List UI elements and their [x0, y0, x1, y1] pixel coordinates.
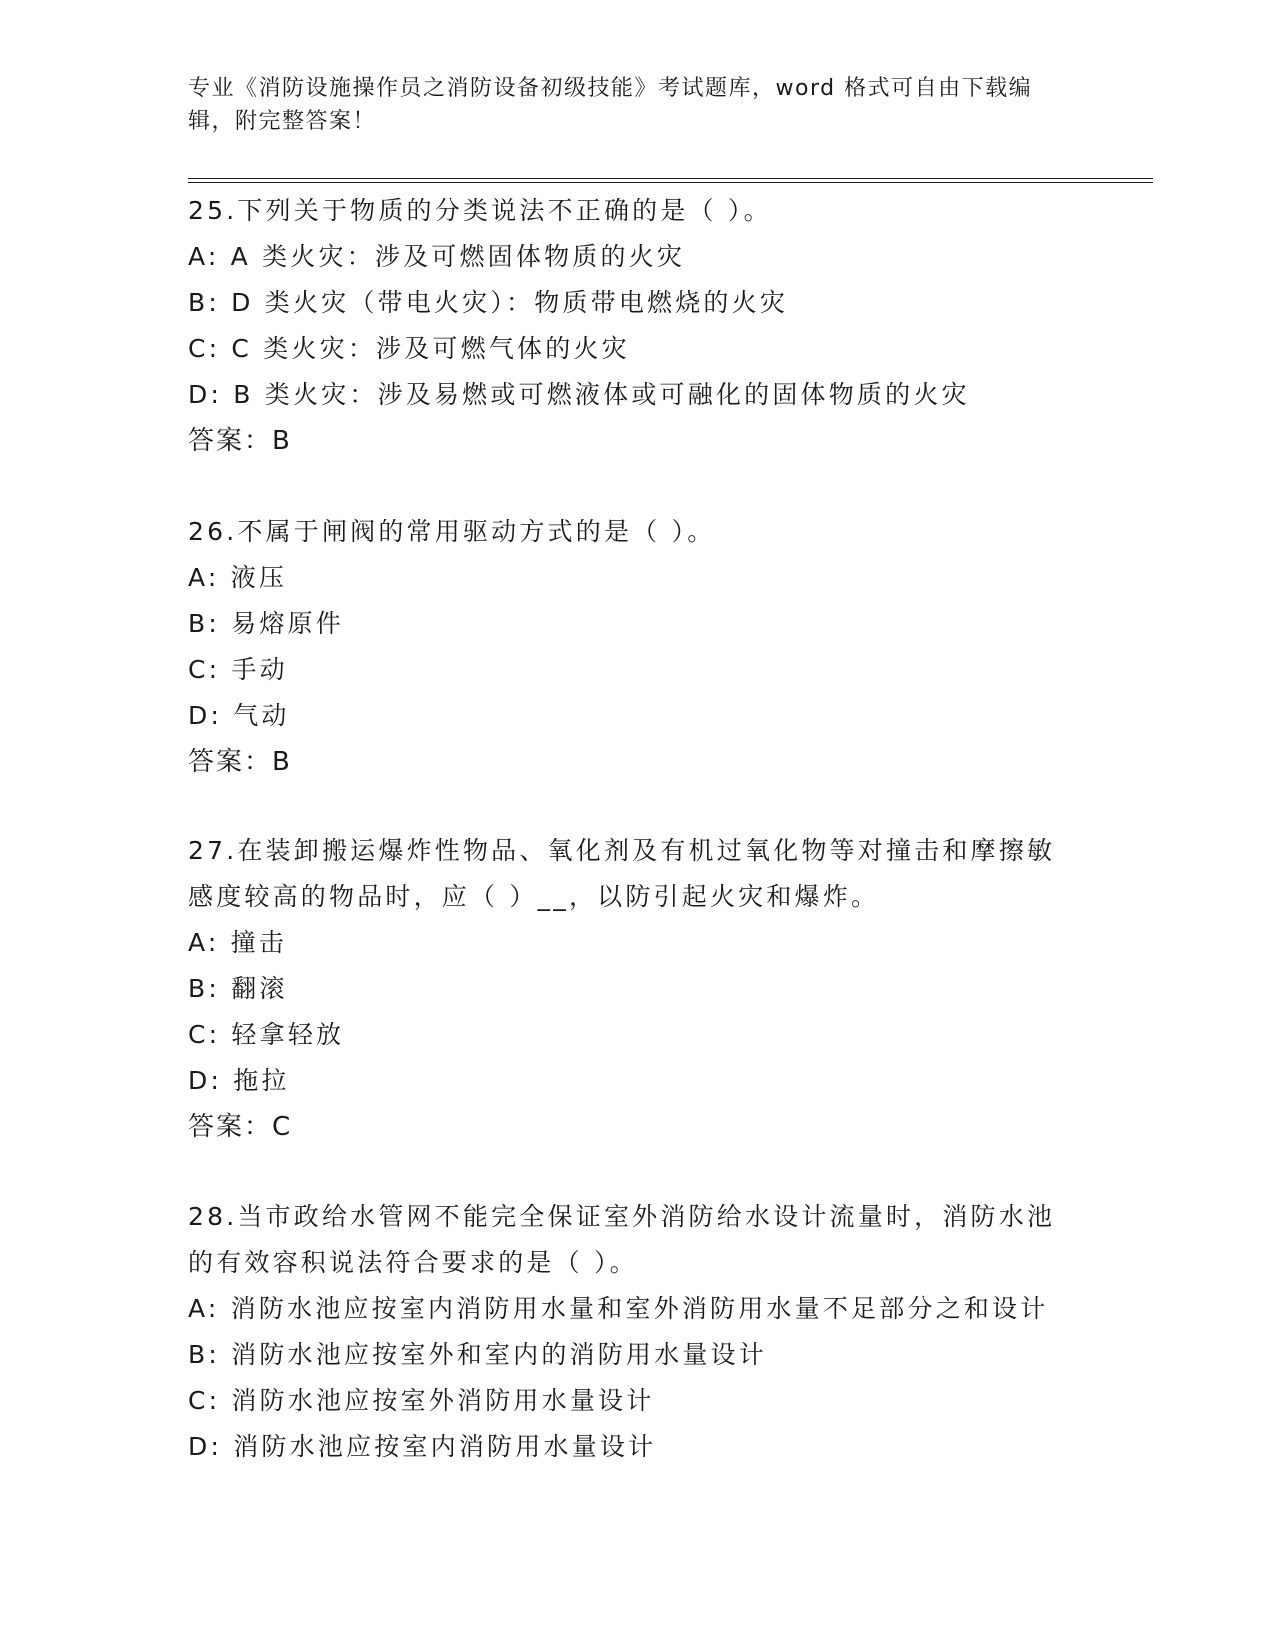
answer-line: 答案：B — [188, 426, 292, 456]
option-c: C: 消防水池应按室外消防用水量设计 — [188, 1386, 655, 1415]
header-line-2: 辑，附完整答案！ — [188, 109, 377, 134]
option-a: A: 消防水池应按室内消防用水量和室外消防用水量不足部分之和设计 — [188, 1294, 1049, 1323]
option-c: C: 轻拿轻放 — [188, 1020, 345, 1049]
question-stem-line-1: 28.当市政给水管网不能完全保证室外消防给水设计流量时，消防水池 — [188, 1202, 1056, 1231]
question-stem-line-1: 27.在装卸搬运爆炸性物品、氧化剂及有机过氧化物等对撞击和摩擦敏 — [188, 836, 1056, 865]
option-a: A: 液压 — [188, 563, 288, 592]
question-27 — [188, 828, 1108, 1150]
option-b: B: 翻滚 — [188, 974, 288, 1003]
header-divider-top — [188, 178, 1153, 179]
option-b: B: D 类火灾（带电火灾）：物质带电燃烧的火灾 — [188, 288, 789, 317]
question-stem: 26.不属于闸阀的常用驱动方式的是（ ）。 — [188, 517, 716, 546]
option-b: B: 易熔原件 — [188, 609, 344, 638]
answer-line: 答案：C — [188, 1112, 293, 1142]
question-stem: 25.下列关于物质的分类说法不正确的是（ ）。 — [188, 196, 772, 225]
question-26 — [188, 509, 1108, 785]
option-a: A: A 类火灾：涉及可燃固体物质的火灾 — [188, 242, 686, 271]
document-header — [188, 72, 1088, 138]
option-c: C: C 类火灾：涉及可燃气体的火灾 — [188, 334, 630, 363]
option-b: B: 消防水池应按室外和室内的消防用水量设计 — [188, 1340, 767, 1369]
question-stem-line-2: 感度较高的物品时，应（ ）__，以防引起火灾和爆炸。 — [188, 882, 880, 911]
question-stem-line-2: 的有效容积说法符合要求的是（ ）。 — [188, 1248, 638, 1277]
header-line-1: 专业《消防设施操作员之消防设备初级技能》考试题库，word 格式可自由下载编 — [188, 76, 1033, 101]
question-28 — [188, 1194, 1108, 1470]
option-d: D: B 类火灾：涉及易燃或可燃液体或可融化的固体物质的火灾 — [188, 380, 970, 409]
header-divider-bottom — [188, 182, 1153, 183]
option-a: A: 撞击 — [188, 928, 288, 957]
answer-line: 答案：B — [188, 747, 292, 777]
question-25 — [188, 188, 1108, 464]
option-d: D: 气动 — [188, 701, 290, 730]
option-d: D: 消防水池应按室内消防用水量设计 — [188, 1432, 657, 1461]
option-c: C: 手动 — [188, 655, 288, 684]
option-d: D: 拖拉 — [188, 1066, 290, 1095]
